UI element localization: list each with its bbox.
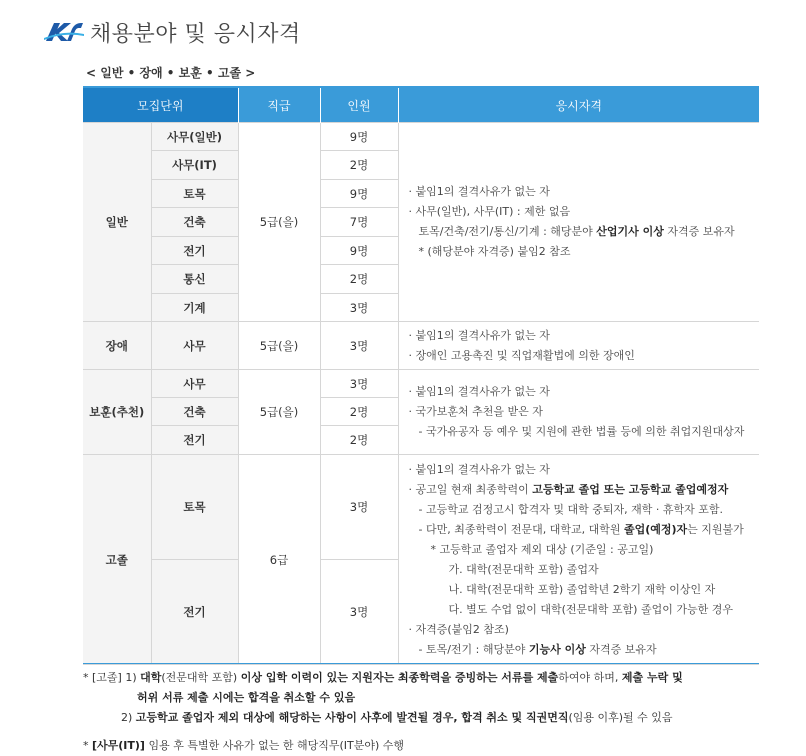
table-row [83, 322, 759, 370]
category-subtitle: < 일반 • 장애 • 보훈 • 고졸 > [86, 66, 256, 80]
qual-line: * (해당분야 자격증) 붙임2 참조 [418, 245, 571, 258]
table-header-row [83, 87, 759, 123]
sub-field: 전기 [151, 237, 238, 265]
qualification-general [398, 123, 759, 322]
note-text: 하여야 하며, [558, 671, 622, 684]
qual-text: - 다만, 최종학력이 전문대, 대학교, 대학원 [418, 522, 624, 536]
unit-highschool: 고졸 [83, 455, 151, 665]
table-bottom-divider [83, 663, 759, 664]
col-header-grade: 직급 [238, 87, 320, 123]
note-text: 임용 후 특별한 사유가 없는 한 해당직무(IT분야) 수행 [144, 739, 405, 752]
note-text: * [고졸] 1) [83, 671, 141, 684]
recruitment-table [83, 86, 759, 665]
col-header-unit: 모집단위 [83, 87, 238, 123]
unit-general: 일반 [83, 123, 151, 322]
qual-line [409, 480, 752, 500]
note-text: 2) [121, 711, 136, 724]
headcount: 3명 [320, 560, 398, 665]
qual-emphasis: 산업기사 이상 [596, 225, 664, 238]
headcount: 2명 [320, 265, 398, 294]
sub-field: 사무(일반) [151, 123, 238, 151]
qual-text: 토목/건축/전기/통신/기계 : 해당분야 [418, 225, 597, 238]
footnotes [83, 668, 759, 756]
col-header-count: 인원 [320, 87, 398, 123]
qual-emphasis: 고등학교 졸업 또는 고등학교 졸업예정자 [532, 482, 729, 496]
note-text: (전문대학 포함) [161, 671, 241, 684]
headcount: 7명 [320, 208, 398, 237]
qual-line: · 국가보훈처 추천을 받은 자 [408, 405, 543, 418]
sub-field: 건축 [151, 398, 238, 426]
qualification-disabled [398, 322, 759, 370]
sub-field: 사무 [151, 370, 238, 398]
grade-disabled: 5급(을) [238, 322, 320, 370]
sub-field: 전기 [151, 560, 238, 665]
korail-logo-icon [44, 19, 84, 45]
headcount: 2명 [320, 151, 398, 180]
qual-text: · 공고일 현재 최종학력이 [408, 482, 533, 496]
qual-line: · 사무(일반), 사무(IT) : 제한 없음 [408, 205, 571, 218]
note-text: * [83, 739, 92, 752]
headcount: 2명 [320, 398, 398, 426]
headcount: 9명 [320, 180, 398, 208]
footnote-line [83, 668, 759, 688]
grade-general: 5급(을) [238, 123, 320, 322]
qual-emphasis: 기능사 이상 [528, 642, 586, 656]
sub-field: 건축 [151, 208, 238, 237]
sub-field: 전기 [151, 426, 238, 455]
qual-text: 자격증 보유자 [585, 642, 657, 656]
headcount: 3명 [320, 322, 398, 370]
qual-line: * 고등학교 졸업자 제외 대상 (기준일 : 공고일) [430, 542, 654, 556]
qual-emphasis: 졸업(예정)자 [623, 522, 688, 536]
qual-line: - 고등학교 검정고시 합격자 및 대학 중퇴자, 재학 · 휴학자 포함. [418, 502, 723, 516]
sub-field: 사무 [151, 322, 238, 370]
footnote-line [83, 736, 759, 756]
note-emphasis: [사무(IT)] [92, 739, 145, 752]
qual-line: · 붙임1의 결격사유가 없는 자 [408, 462, 550, 476]
grade-veteran: 5급(을) [238, 370, 320, 455]
note-emphasis: 제출 누락 및 [621, 671, 683, 684]
headcount: 2명 [320, 426, 398, 455]
qual-line [409, 222, 752, 242]
sub-field: 토목 [151, 455, 238, 560]
sub-field: 토목 [151, 180, 238, 208]
footnote-line [83, 708, 759, 728]
qualification-highschool [398, 455, 759, 665]
qual-line [409, 520, 752, 540]
table-row [83, 123, 759, 151]
table-row [83, 455, 759, 560]
sub-field: 기계 [151, 294, 238, 322]
headcount: 3명 [320, 294, 398, 322]
headcount: 3명 [320, 370, 398, 398]
sub-field: 사무(IT) [151, 151, 238, 180]
header [44, 16, 301, 48]
qual-line: 나. 대학(전문대학 포함) 졸업학년 2학기 재학 이상인 자 [448, 582, 716, 596]
note-emphasis: 이상 입학 이력이 있는 지원자는 최종학력을 증빙하는 서류를 제출 [240, 671, 559, 684]
qual-text: 자격증 보유자 [663, 225, 735, 238]
qual-line: 가. 대학(전문대학 포함) 졸업자 [448, 562, 599, 576]
qual-text: - 토목/전기 : 해당분야 [418, 642, 529, 656]
qual-line: · 장애인 고용촉진 및 직업재활법에 의한 장애인 [408, 348, 635, 362]
qual-line: 다. 별도 수업 없이 대학(전문대학 포함) 졸업이 가능한 경우 [448, 602, 733, 616]
headcount: 9명 [320, 237, 398, 265]
qual-line: · 붙임1의 결격사유가 없는 자 [408, 185, 550, 198]
note-emphasis: 고등학교 졸업자 제외 대상에 해당하는 사항이 사후에 발견될 경우, 합격 취소 및 직권면직 [135, 711, 569, 724]
qual-line: · 붙임1의 결격사유가 없는 자 [408, 385, 550, 398]
note-emphasis: 대학 [140, 671, 162, 684]
unit-disabled: 장애 [83, 322, 151, 370]
table-row [83, 370, 759, 398]
qualification-veteran [398, 370, 759, 455]
qual-text: 는 지원불가 [687, 522, 744, 536]
sub-field: 통신 [151, 265, 238, 294]
headcount: 3명 [320, 455, 398, 560]
qual-line [409, 640, 752, 660]
qual-line: - 국가유공자 등 예우 및 지원에 관한 법률 등에 의한 취업지원대상자 [418, 425, 745, 438]
qual-line: · 붙임1의 결격사유가 없는 자 [408, 328, 550, 342]
footnote-line: 허위 서류 제출 시에는 합격을 취소할 수 있음 [137, 691, 356, 704]
unit-veteran: 보훈(추천) [83, 370, 151, 455]
headcount: 9명 [320, 123, 398, 151]
page-title: 채용분야 및 응시자격 [90, 21, 301, 47]
col-header-qualification: 응시자격 [398, 87, 759, 123]
qual-line: · 자격증(붙임2 참조) [408, 622, 509, 636]
grade-highschool: 6급 [238, 455, 320, 665]
note-text: (임용 이후)될 수 있음 [568, 711, 673, 724]
